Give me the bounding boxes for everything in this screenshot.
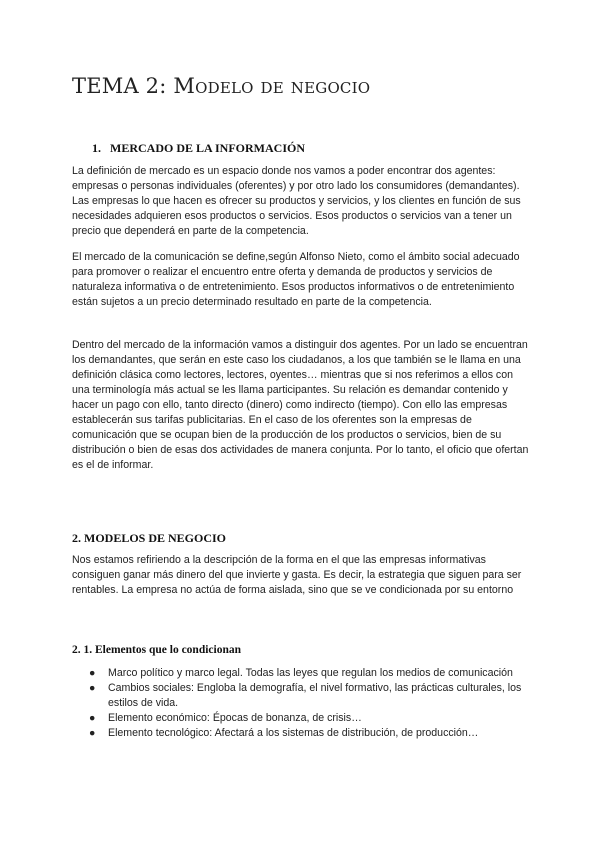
section-1-number: 1. (92, 141, 101, 155)
list-item-text: Elemento económico: Épocas de bonanza, de crisis… (108, 712, 362, 724)
conditions-list (72, 666, 532, 741)
bullet-icon: ● (89, 727, 96, 739)
section-1-paragraph-3: Dentro del mercado de la información vamos a distinguir dos agentes. Por un lado se encuentran los demandantes, que serán en este caso los ciudadanos, a los que también se le llama en una definición clásica como lectores, lectores, oyentes… mientras que si nos referimos a ellos con una terminología más actual se les llama participantes. Su relación es demandar contenido y hacer un pago con ello, tanto directo (dinero) como indirecto (tiempo). Con ello las empresas establecerán sus tarifas publicitarias. En el caso de los oferentes son la empresas de comunicación que se ocupan bien de la producción de los productos o servicios, bien de su distribución o bien de esas dos actividades de manera conjunta. Por lo tanto, el oficio que ofertan es el de informar. (72, 339, 529, 471)
section-2-1-heading: 2. 1. Elementos que lo condicionan (72, 644, 242, 656)
list-item-text: Marco político y marco legal. Todas las leyes que regulan los medios de comunicación (108, 667, 513, 679)
bullet-icon: ● (89, 712, 96, 724)
section-2-paragraph: Nos estamos refiriendo a la descripción de la forma en el que las empresas informativas consiguen ganar más dinero del que invierte y gasta. Es decir, la estrategia que siguen para ser rentables. La empresa no actúa de forma aislada, sino que se ve condicionada por su entorno (72, 554, 522, 596)
title-suffix: Modelo de negocio (173, 74, 371, 98)
section-1-paragraph-2: El mercado de la comunicación se define,según Alfonso Nieto, como el ámbito social adecuado para promover o realizar el encuentro entre oferta y demanda de productos y servicios de naturaleza informativa o de entretenimiento. Esos productos informativos o de entretenimiento están sujetos a un precio determinado resultado en parte de la competencia. (72, 251, 520, 308)
section-2-heading: 2. MODELOS DE NEGOCIO (72, 531, 227, 545)
section-1-title: MERCADO DE LA INFORMACIÓN (110, 141, 305, 155)
list-item (72, 666, 532, 681)
section-1-paragraph-1: La definición de mercado es un espacio donde nos vamos a poder encontrar dos agentes: empresas o personas individuales (oferentes) y por otro lado los consumidores (demandantes). Las empresas lo que hacen es ofrecer su productos y servicios, y los clientes en función de sus necesidades adquieren esos productos o servicios. Esos productos o servicios van a tener un precio que dependerá en parte de la competencia. (72, 165, 521, 237)
list-item (72, 726, 532, 741)
section-1-heading (92, 141, 305, 156)
title-prefix: TEMA 2: (72, 74, 167, 98)
bullet-icon: ● (89, 682, 96, 694)
list-item-text: Elemento tecnológico: Afectará a los sistemas de distribución, de producción… (108, 727, 479, 739)
list-item-text: Cambios sociales: Engloba la demografía, el nivel formativo, las prácticas culturales, los estilos de vida. (108, 682, 522, 709)
list-item (72, 711, 532, 726)
list-item (72, 681, 532, 711)
page-title (72, 74, 370, 98)
bullet-icon: ● (89, 667, 96, 679)
